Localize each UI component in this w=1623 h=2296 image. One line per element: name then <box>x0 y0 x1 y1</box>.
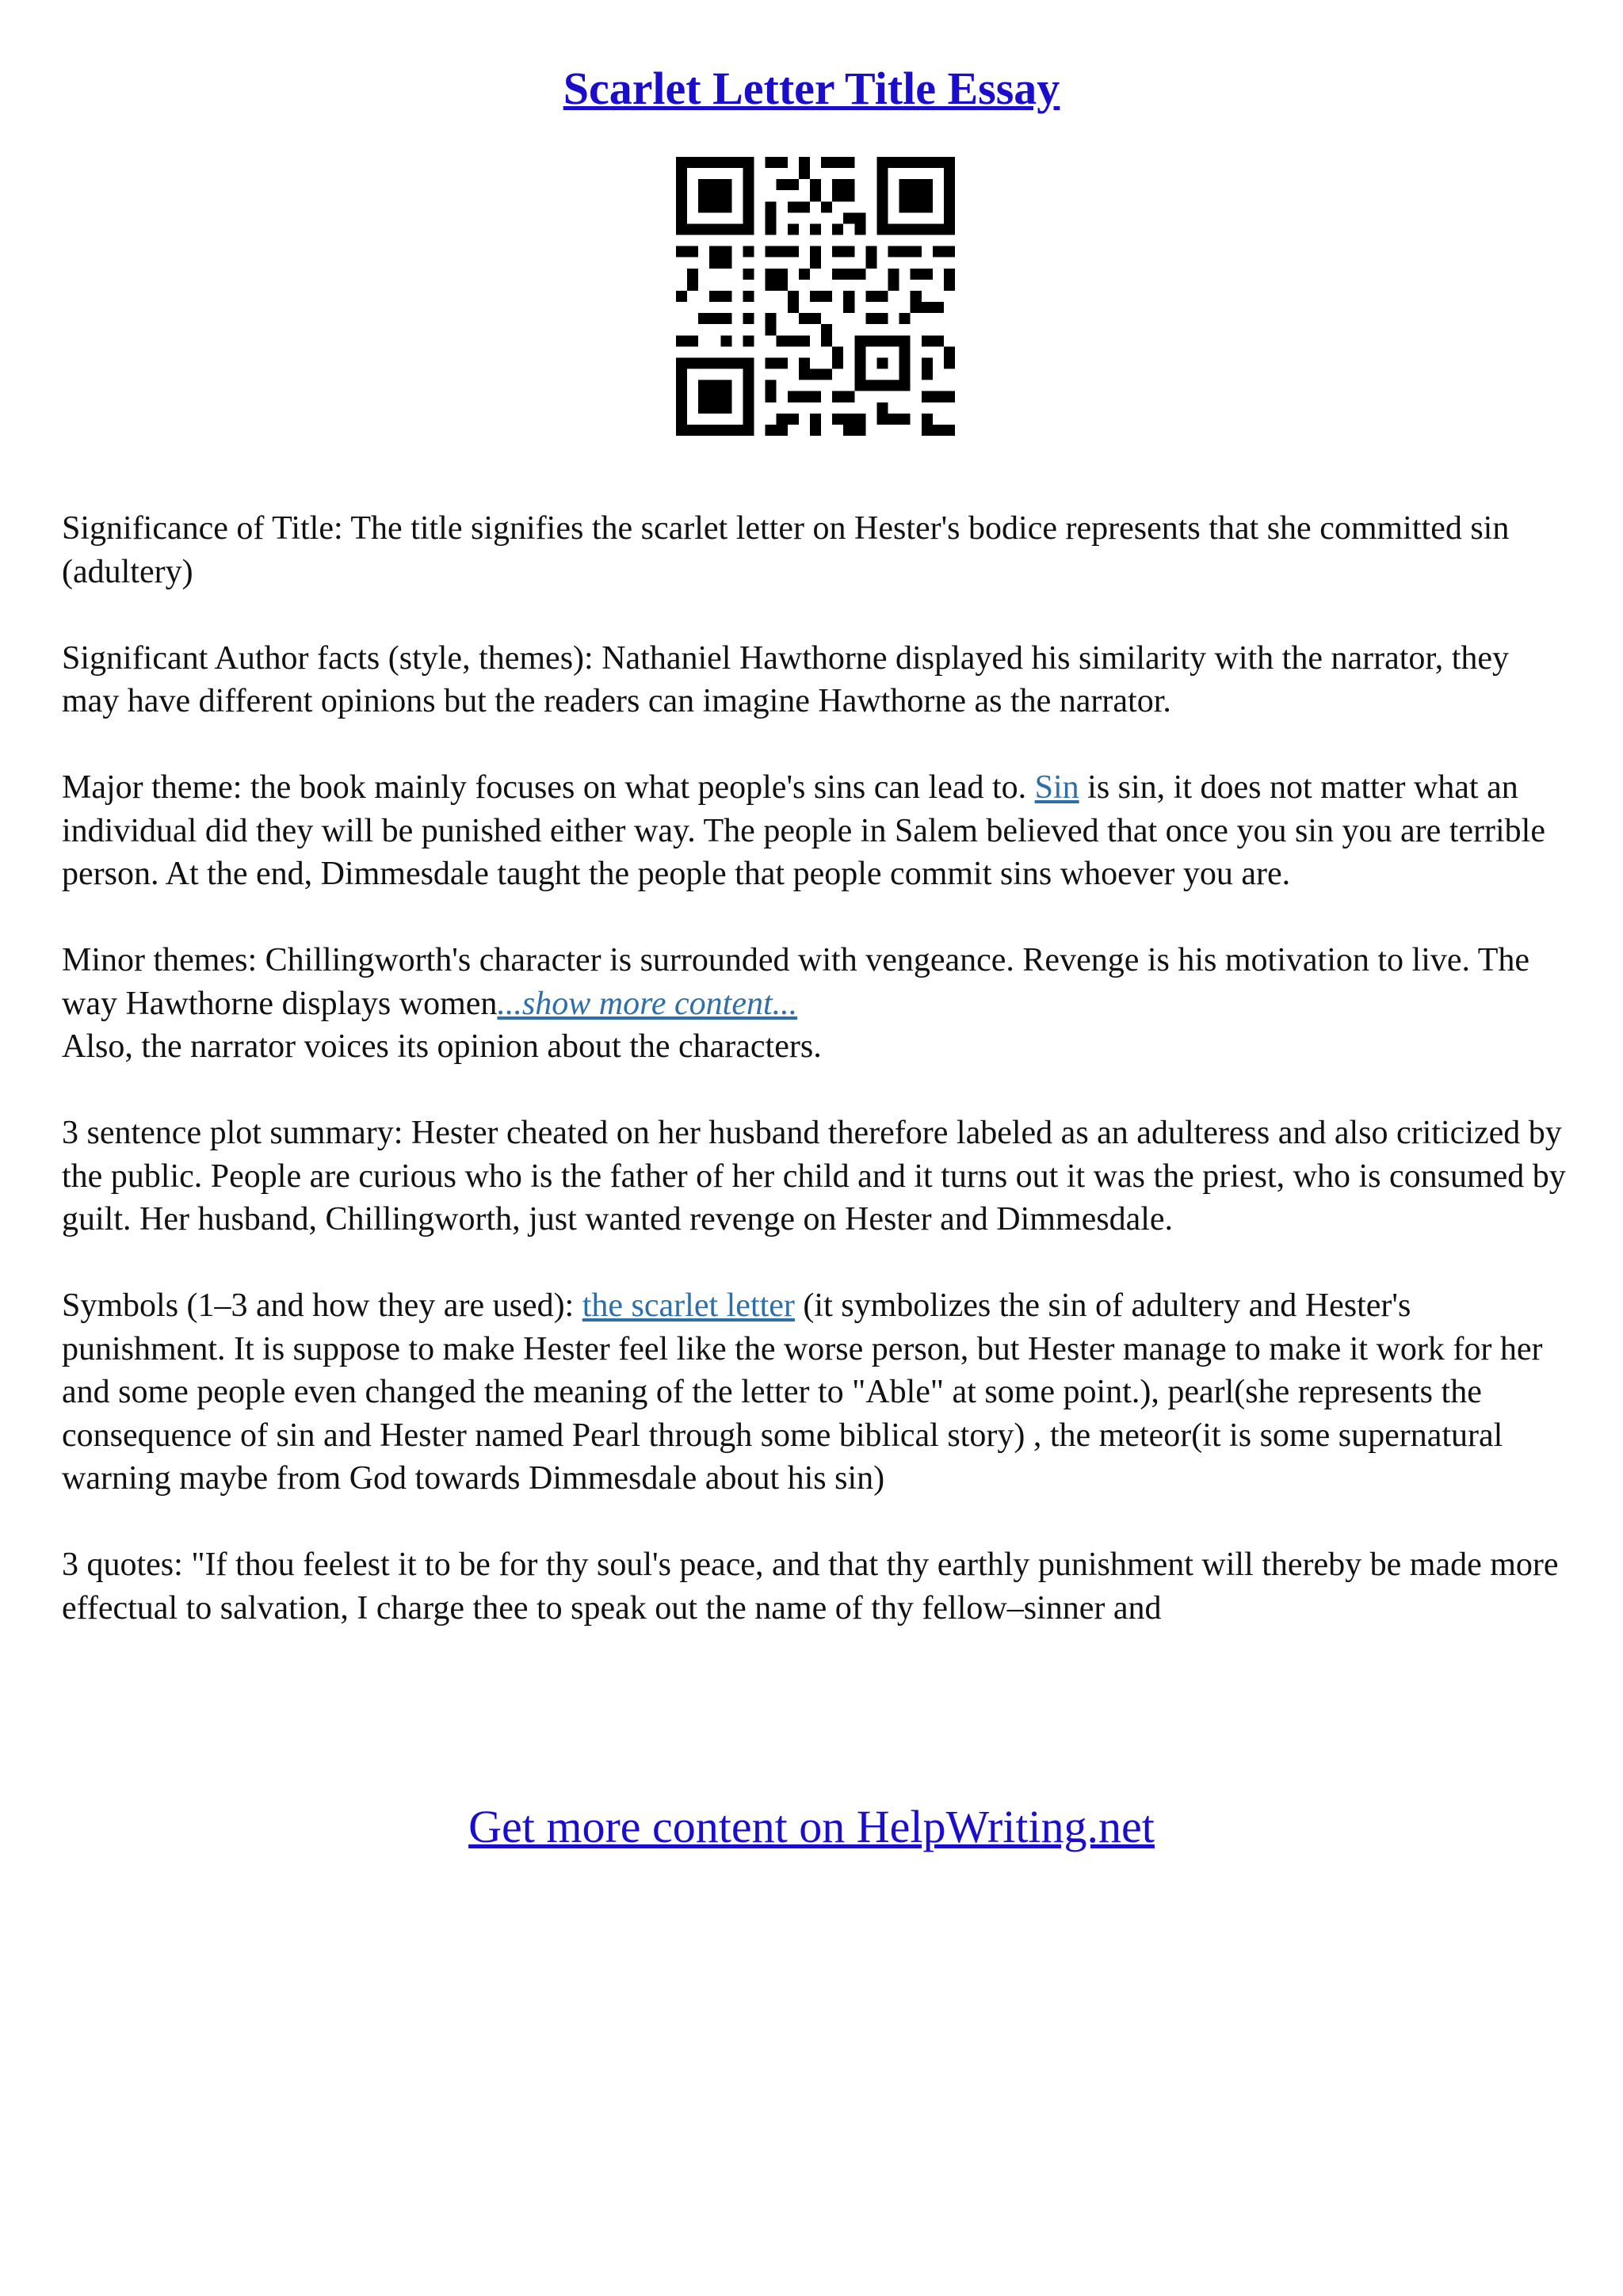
footer <box>0 1795 1623 1859</box>
paragraph-symbols <box>62 1284 1568 1501</box>
helpwriting-link[interactable]: Get more content on HelpWriting.net <box>468 1801 1155 1852</box>
document-title <box>0 57 1623 120</box>
major-theme-text-end: is sin, it does not matter what an individual did they will be punished either way. The people in Salem believed that once you sin you are terrible person. At the end, Dimmesdale taught the people that people commit sins whoever you are. <box>62 769 1545 892</box>
paragraph-significance: Significance of Title: The title signifies the scarlet letter on Hester's bodice represents that she committed sin (adultery) <box>62 510 1510 590</box>
show-more-link[interactable]: ...show more content... <box>497 985 798 1022</box>
symbols-text-start: Symbols (1–3 and how they are used): <box>62 1287 582 1324</box>
paragraph-quotes: 3 quotes: "If thou feelest it to be for thy soul's peace, and that thy earthly punishment will thereby be made more effectual to salvation, I charge thee to speak out the name of thy fellow–sinner and <box>62 1547 1559 1627</box>
paragraph-plot-summary: 3 sentence plot summary: Hester cheated on her husband therefore labeled as an adulteress and also criticized by the public. People are curious who is the father of her child and it turns out it was the priest, who is consumed by guilt. Her husband, Chillingworth, just wanted revenge on Hester and Dimmesdale. <box>62 1115 1566 1238</box>
paragraph-major-theme <box>62 766 1568 896</box>
scarlet-letter-link[interactable]: the scarlet letter <box>582 1287 795 1324</box>
paragraph-author-facts: Significant Author facts (style, themes): Nathaniel Hawthorne displayed his similarity with the narrator, they may have different opinions but the readers can imagine Hawthorne as the narrator. <box>62 639 1510 719</box>
qr-code-icon <box>676 157 955 436</box>
title-link[interactable]: Scarlet Letter Title Essay <box>563 63 1060 114</box>
major-theme-text-start: Major theme: the book mainly focuses on what people's sins can lead to. <box>62 769 1035 806</box>
paragraph-minor-themes <box>62 939 1568 1069</box>
sin-link[interactable]: Sin <box>1034 769 1079 806</box>
symbols-text-end: (it symbolizes the sin of adultery and Hester's punishment. It is suppose to make Hester feel like the worse person, but Hester manage to make it work for her and some people even changed the meaning of the letter to "Able" at some point.), pearl(she represents the consequence of sin and Hester named Pearl through some biblical story) , the meteor(it is some supernatural warning maybe from God towards Dimmesdale about his sin) <box>62 1287 1543 1497</box>
minor-themes-text: Minor themes: Chillingworth's character is surrounded with vengeance. Revenge is his motivation to live. The way Hawthorne displays women <box>62 942 1530 1022</box>
minor-themes-continued: Also, the narrator voices its opinion about the characters. <box>62 1028 822 1065</box>
essay-body <box>62 507 1568 1673</box>
